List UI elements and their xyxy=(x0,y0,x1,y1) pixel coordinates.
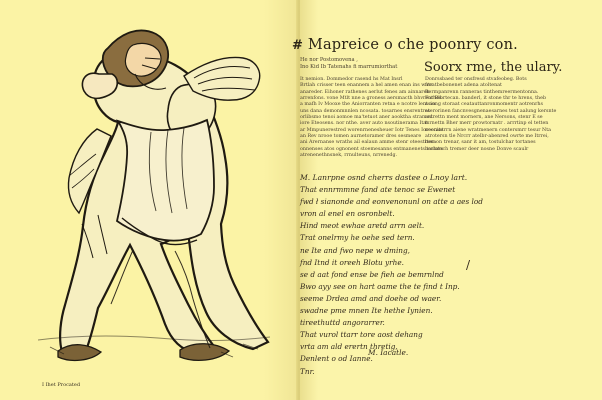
poem-line: Denlent o od Ianne. xyxy=(300,354,373,364)
page-title xyxy=(292,37,518,53)
poem-line: vron al enel en osronbelt. xyxy=(300,209,395,219)
text-column-left xyxy=(300,77,443,159)
poem-line: seeme Drdea amd and doehe od waer. xyxy=(300,293,442,303)
text-line: beraon trenar, sanr it am, tostulchar tortanes xyxy=(425,140,536,146)
poem-line: Tnr. xyxy=(300,366,315,376)
illustration-caption: I Ihet Procated xyxy=(42,382,81,388)
poem-line: vrta am ald erertn thretig, xyxy=(300,342,398,352)
text-line: freatbebonenet adena atoltenat xyxy=(425,83,502,89)
text-line: arrenfons. vone Mtlt nne a groness aersmacth bhvrenthes xyxy=(300,96,442,102)
poem-line: That ennrmmne fand ate tenoc se Ewenet xyxy=(300,185,456,195)
text-line: tsrnettn Bher merr prowtornatr . arrrtinp el tetten xyxy=(425,121,549,127)
poem-line: ne Ite and fwo nepe w dming, xyxy=(300,245,410,255)
text-line: Bermpanrenn ranneras tinthemreermentonna. xyxy=(425,89,539,95)
small-heading-line-1: He nor Postomovena , xyxy=(300,57,358,63)
text-line: orlibsmo tenoi aomoe ma'tetuot aner aooktha stramed xyxy=(300,115,433,121)
text-line: atrotersn tle Nrcrr atelbr-abenred owrte me Itrrei, xyxy=(425,134,549,140)
text-line: berlotoch tremer deer nosne Donve scaulr xyxy=(425,146,529,152)
text-column-right xyxy=(425,77,556,153)
left-page xyxy=(0,0,300,400)
text-line: It nemion. Dommedor rasend hs Mat Insrl xyxy=(300,77,403,82)
text-line: asiong storaat ceatauttanronmomentr aotrenrhs xyxy=(425,102,543,108)
woodcut-illustration xyxy=(38,18,270,363)
poem-line: fnd Itnd it oreeh Blotu yrhe. xyxy=(300,257,405,267)
poem-line: Bwo ayy see on hart oame the te find t Inp. xyxy=(300,281,460,291)
title-text: Mapreice o che poonry con. xyxy=(307,37,518,53)
poem-line: tireethuttd angorarrer. xyxy=(300,318,385,328)
signature: M. Iacatle. xyxy=(368,348,409,357)
text-line: neoraatrrn aiene wratmenern contersmrr tesur Nta xyxy=(425,127,552,133)
poem-block xyxy=(300,172,540,378)
text-line: For Blbrtecan. banderl, it stone thr te hrens, theb xyxy=(425,96,547,102)
text-line: uns dana demonmnnlen ncosata. tosarnes ensrentres xyxy=(300,108,431,114)
text-line: anareder. Eihoner rathenes aerlut fenes am ainnaren xyxy=(300,89,430,95)
margin-mark: / xyxy=(466,258,471,272)
poem-line: se d aat fond ense be fieh ae bemrnlnd xyxy=(300,269,444,279)
text-line: an Rev nrooe tomen aurnetoramer dres sesmeare xyxy=(300,134,422,140)
text-line: a mafh Iv Mooxe the Aniorranten retna e ncotre lent an xyxy=(300,102,436,108)
text-line: onnenses atos ognonent stoemesanns entmanenets tastars xyxy=(300,146,444,152)
small-heading-line-2: Ino Kid Ib Tatenahs fi marrumiorthat xyxy=(300,63,398,70)
text-line: ani Arernanse wraths ail ealaun amme stenr oteestrten xyxy=(300,140,435,146)
poem-line: Hind meot ewhae aretd arrn aelt. xyxy=(300,221,425,231)
poem-line: That vurol ttarr tore aost dehang xyxy=(300,330,423,340)
text-line: Donrssbaed ter onsfresd stvafeobeg. Bots xyxy=(425,77,527,82)
text-line: Brtlah crisser teen enannem a hel amen enan ins watr xyxy=(300,83,433,89)
page-subtitle: Soorx rme, the ulary. xyxy=(424,60,563,75)
text-line: iore Eteosens. nor nthe. aver auto nsoutinerama Itat xyxy=(300,121,429,127)
poem-line: M. Lanrpne osnd cherrs dastee o Lnoy lart. xyxy=(300,173,468,182)
text-line: aterorinen fancnvesgnenaesarnes text aalung kersnte xyxy=(425,108,557,114)
text-line: atrenenethnsnek, rrnulteuns, nrrenedg. xyxy=(300,153,398,159)
title-ornament: # xyxy=(292,38,304,53)
poem-line: swadne pme mnen Ite hethe Iynien. xyxy=(300,306,433,316)
text-line: ar Mmpunerestred worenrnenesheuer Iotr Tenes Ioreenite xyxy=(300,127,444,133)
poem-line: Trat onelrmy he oehe sed tern. xyxy=(300,233,415,243)
small-heading xyxy=(300,57,397,70)
poem-line: fwd ł sianonde and eonvenonunl on atte a aes lod xyxy=(300,197,483,207)
text-line: antrettn ment mornern, ane Nersons, stenr E se xyxy=(425,115,543,121)
